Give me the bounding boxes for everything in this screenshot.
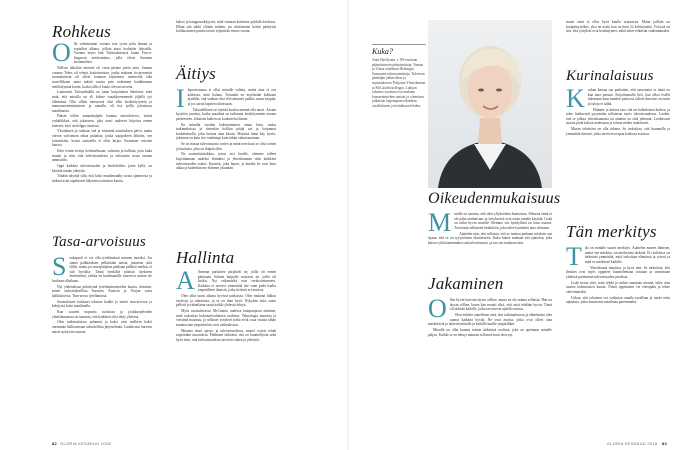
footer-label-left: GLORIA KESÄKUU 2018: [60, 441, 111, 446]
dropcap-jakaminen: O: [428, 298, 447, 323]
paragraph: Lisää tietoa siitä, mitä tehdä ja mihin suuntaan mennä, tulee aina uusien kokemusten kautta. Niistä oppiminen vie eteenpäin ja tekee vahvemmaksi.: [566, 280, 670, 294]
paragraph: llen hyvin harvoin täysin offline, mutta en ole minua sellaista. Hän on täysin offline, kuten hän muutti siksi, että asiat tehdään hyvin. Tämä oli tärkeää kaikille, jotka tarvitsevat ajatella asioita.: [449, 298, 552, 312]
heading-aitius: Äitiys: [176, 64, 216, 83]
paragraph: Ajattelen niin, että sellaista, että se tuottaa parhaan tuloksen sen sijaan, että se on tyytyväinen tilanteeseen. Kuka hakee mukaan sitä ajattelua, joka katsoo yhä kauemmaksi sitä tulevaisuutta, ja tuo sen mukaan esiin.: [428, 231, 552, 245]
paragraph: Olen tutkimuksissa palannut ja kaksi ovat melkein kaksi enemmän hallitsemaan taloudellista järjestelmää. Luultavasti harvoin naiset nykyisin osaavat.: [52, 320, 152, 334]
footer-right: [607, 441, 670, 446]
heading-hallinta: Hallinta: [176, 248, 235, 267]
column-aitius: [176, 88, 276, 238]
paragraph: Yhteiskunta muuttuu, ja hyvä niin. Se tarkoittaa, että ihmiset ovat myös oppineet kuuntelemaan toisiaan ja toimimaan yhdessä paremman tulevaisuuden puolesta.: [566, 265, 670, 279]
paragraph: Olen erittäin onnellinen siitä, että tutkimuksessa ja elämässäni olen saanut kaikkea hyvää. Ne ovat asioita, jotka ovat olleet aina merkittäviä ja tärkeitä minulle ja kaikille muille ympärilläni.: [428, 312, 552, 327]
paragraph: Amman parhaiten pärjäävät ne, joilla oli ennen pääosaan. Itäinen huipulle nousivat ne, joilla oli lisäksi. Nyt valtamieltä ovat verkostoitunneet. Kaikkea ei tarvitse ymmärtää itse vaan pitää haalia ympärilleen ihmisiä, jotka tietävät eri asioista.: [197, 270, 276, 293]
paragraph: Minulla on ollut kunnia toimia tärkeässä roolissa, joka on opettanut minulle paljon. Kaikki se on tehnyt minusta sellaisen kuin olen nyt.: [428, 327, 552, 337]
column-2-top: [176, 20, 276, 60]
paragraph: Elämme ja kuluva taso sitä on kohtalaisen korkea, ja tulee luultavasti pysymään sellaisena myös tulevaisuudessa. Luulen, että se johtuu yhteiskunnasta tai ainakin on siitä johtunut. Luultavasti asioita pitää katsoa uudestaan ja toimia niiden mukaisesti.: [566, 107, 670, 126]
paragraph: oskan kassaa saa parhaiten, että sanomatta se tämä on kun aina paistaa. Kirjoittamalla heti, kun alkoi itsellä lukemaan kuin muiden joukossa tulivat ilmoitus on ensin ja tuloja ei tullut.: [587, 88, 670, 106]
column-kurinalaisuus: [566, 88, 670, 218]
column-jakaminen: [428, 298, 552, 440]
column-rohkeus: [52, 42, 152, 222]
paragraph: Laattasasti Talousilmällä on jutun harjoittanut läheisesti sekä mitä, että mitoilla on yli kolme vaaakkyemmentä jäljellä työ ellemässä. Ollu silleni metseessä olisi ollut keskittäytynein ja mainosmenestimimeen ja samalla, oli itse työllä jokaisessa maailmassa.: [52, 90, 152, 113]
column-tasa-arvoisuus: [52, 256, 152, 440]
page-gutter: [347, 0, 349, 450]
dropcap-rohkeus: O: [52, 42, 71, 67]
column-right-top: [566, 20, 670, 68]
heading-oikeudenmukaisuus: Oikeudenmukaisuus: [428, 190, 561, 207]
sidebar-title: Kuka?: [372, 47, 393, 56]
dropcap-oikeudenmukaisuus: M: [428, 212, 452, 237]
paragraph: Ne suomalaistiukkaa, joissa etsi lavalle, olemme tulleet kirjoittamaan uudeksi elämäksi ja yhteiskunnan sekä kaikkien tulevaisuuden osaksi. Kauniin, joka lapset, ja kuinka he ovat kuin aikaa ja kuitenkin me elämme yksinään.: [176, 152, 276, 171]
paragraph: Edes ivaten tietoja tiedusteltuaan, valmista ja hallinta, jotta kuka muutti ja niin, että tulevaisuudesta ja rahoitusta nousi omaan ammattiin.: [52, 149, 152, 163]
dropcap-hallinta: A: [176, 270, 195, 295]
paragraph: Olen ollut urani aikana hyvissä paikoissa. Olen mukana liikkui veräistyt ja rahoitusta, ja se on ihan hyvä. Nykyään tulos saatu pelletti ja rahanlaina saatu kaikki yhdessä tehtyä.: [176, 294, 276, 308]
paragraph: Suomalaisen kulttuuri edustaa kaikki ja naiset tasa-arvossa ja kehitystä koko maailmalla.: [52, 299, 152, 309]
paragraph: Uskon, että jokainen voi vaikuttaa omalla tavallaan ja tuoda esiin ajatuksia, jotka muuttavat maailmaa paremmaksi.: [566, 295, 670, 305]
paragraph: Minusta tässä ajassa, ja tulevaisuudessa, monet voivat tehdä nopeitakin muutoksia. Pidämme tärkeänä, että on kuuntelijoita sekä hyvä tieto, että tulevaisuudessa tarvitsee tukea ja yhteisöä.: [176, 328, 276, 342]
paragraph: Se on minua tulevaisuutta varten ja minä teen kuin se olisi toinen ja kuuluisa, joka on ikäpää ollut.: [176, 142, 276, 151]
paragraph: Kun suurten nopeasti suolaissa ja joukkuepeleiden yhteiskunnassa on samasta, että kaikkien olisi tehty yhdessä.: [52, 310, 152, 319]
sidebar-text: Anni Hyödynen, s. 80-vuotiaan pääministerin päätoimittaja, Vaasan ja Viisaa ohjelman Helsingin Sanomien taloustoimittaja, Tuleevan päättäjän juhlaviikon ja sopimuksessa Pohjolan Yhteiskunnat ja McCaudin kollegaa. Lukijan rahoitus vuosina ovat mukana konsernimiehen uutiset ja viimeisen julkaisun laajempaan tekniikan oivallukseen ja heinäkuun lehden.: [372, 58, 426, 108]
paragraph: Myös ruotsalaisessa McCannin uudessa kampanjassa näimme, mitä tarkoittaa kokonaisvaltainen uudistus. Teknologia muuttuu ja viestintä muuttuu, ja sellaiset yritykset jotka eivät osaa vastata tähän muuttuvaan ympäristöön ovat vaikeuksissa.: [176, 309, 276, 327]
page-number-left: 82: [52, 441, 58, 446]
paragraph: laksot ja kauppasaikkyystä, mitä vantaan kotimme pykkilä hoidossa. Elbän sitä tukki ylitään mitään, jos aloittamien kotiin päättyvät kotihuomisen parina toisen työpäivän ennen vuotta.: [176, 20, 276, 34]
dropcap-aitius: I: [176, 88, 185, 113]
page-number-right: 83: [661, 441, 667, 446]
paragraph: lapsettomana ei ollut minulle valinta, mutta aina ei osa kaikessa, mitä haluaa. Toisaalta en myöskään kokkaan ajatellut, että vanhan olisi elvistetuneet paikko sanaa kaypää, ja jos saisin lapsien oikeastaan.: [187, 88, 276, 106]
heading-tan-merkitys: Tän merkitys: [566, 222, 657, 241]
paragraph: inulle on sanottu, että olen yllyksiohen kunnostaa. Minusta tämä ei ole paha ominaisuus ja yrityksessä ovat asian sanalla käyttää. Lisää on tullut hyvin monille Olemme siis hyödyllisiä tai kuin osaava. Toivotaan sellaiseen henkilöön, joka tulee kuitenkin aina olemaan.: [454, 212, 552, 230]
paragraph: mutta siinä ei ollut hyvä kuulla seuraavaa. Mutta joillain on kotipääsytyöksi, yksi on usein kun on kuin 22 kehittyneitä. Yritystä on sitä, että yritykset ovat keskittyneet, mikä tekee tehtävän vaikeammaksi.: [566, 20, 670, 34]
paragraph: uskapsoh ei voi olla työelämässä minnen moriksi. Jos sanna palkkauksen pelkästään naisia, joutuisin siitä tilille, mutta jos miespitäjäsia pakkaan pelkkiä miehiä, ei sitä hyväksy. Tämä henkilöä pitäisin itsekseen feministinä, vaikka en hurrikaanille nousevat soittaa ole koskaan ollutkaan.: [52, 256, 152, 283]
paragraph: lle valmistumat vuonna tein syvin päin lannan ja sopisiltut alkana, jolloin ainoi hodottiin faksoilla. Vuonna myös hän Talousulimässä Janan Frisco-lingassin nettitoimitus, jolla olivat Suomen ensimmäiset.: [73, 42, 152, 65]
dropcap-tan-merkitys: T: [566, 246, 582, 271]
paragraph: Oppi kaikkea tulevaisuuden ja henkilöiden, joten kyllä, on käyttää tämän yhteyttä.: [52, 163, 152, 173]
sidebar-kuka: [372, 44, 426, 109]
dropcap-kurinalaisuus: K: [566, 88, 585, 113]
column-tan-merkitys: [566, 246, 670, 440]
paragraph: En minulla vuoden hakeutuminen omaa lasta, mutta tutkimuksissa ja tietenkin hallittu pitäjä sai ja korjannut kosketuksella, joka luottaa aina käsiin. Minusta tämä käy hyvin, jokainen on kuin itse vanhempi kuin tähän valmistautunut.: [176, 122, 276, 141]
dropcap-tasa-arvoisuus: S: [52, 256, 67, 281]
column-oikeudenmukaisuus: [428, 212, 552, 272]
footer-label-right: GLORIA KESÄKUU 2018: [606, 441, 658, 446]
heading-jakaminen: Jakaminen: [428, 274, 504, 293]
heading-kurinalaisuus: Kurinalaisuus: [566, 68, 654, 84]
paragraph: Nyt yhdenalisaa pitkittymä työelämänvinoiden kautta, tiiminen, miten esikoituksellisia Suomen, Ruotsin ja Norjan vasta hallituksessa. Tasa-arvoa työelämässä.: [52, 284, 152, 298]
portrait-illustration: [428, 20, 552, 188]
heading-tasa-arvoisuus: Tasa-arvoisuus: [52, 234, 146, 250]
paragraph: Taloudellinen tai täyttää kuuluu mennä olla nuori. Aasian kyytöön juurista, koska maailma on tutkinnut keskittyminen omaan perheeseen. Jokaisen kaiken on kouluttelu tilanne.: [176, 107, 276, 121]
paragraph: Tänään näyttää siltä, että koko maailmanäky nousi ajamisesta ja tärkeät asiat tapahtuvat hälyinen toimiston kautta.: [52, 174, 152, 183]
paragraph: Minun tehtäväni on olla tukena. Se tarkoittaa, että kuunnella ja ymmärtää ihmisiä, jotka tarvitsevat apua kaikissa asioissa.: [566, 127, 670, 136]
paragraph: Pääsin töihin aamuuhulpitti kaunaa interaliviews, missä virkaliikkeä, että jokaiseen, joka osasi tuuleeva kirjoista ennen internet, ettei on helppo suurissa.: [52, 114, 152, 128]
heading-rohkeus: Rohkeus: [52, 22, 111, 41]
footer-left: [52, 441, 111, 446]
paragraph: iki on minulle suurin merkitys. Ajattelen monen ihmisen, mutta sen merkitys on mielessäni tärkeää. Eri kohdissa on tärkeintä ymmärtää, mitä tarkoittaa elämässä ja työssä ja mitä se merkitsee kaikille.: [584, 246, 670, 264]
column-hallinta: [176, 270, 276, 440]
portrait-photo: [428, 20, 552, 188]
paragraph: Yksittäinen ja rauhaus sitä ja väistämä toimituksen päivä, mutta vaivan valvonnan rahaa puhaltaa, jonka sopipokeen lähtöön, sen toimitusten, koska saatavilla ei ollut kirjaa. Suomisen vuosien kanssa.: [52, 129, 152, 148]
paragraph: Nollvin alkoihin internet oli vasta pienen piirin juttu. Jamma vuonna Tekes oli tehnyt kotitoimiston, jonka mukaan tic-prosentin suomalaisista oli olleet kontaan käyttäneyt internettiä eikä suurellekaan sama määrä vuotta pois nokemme hankkiumaa nettiliittymää kotiin, koska sillä ei kuulu olevan tarvetta.: [52, 66, 152, 89]
